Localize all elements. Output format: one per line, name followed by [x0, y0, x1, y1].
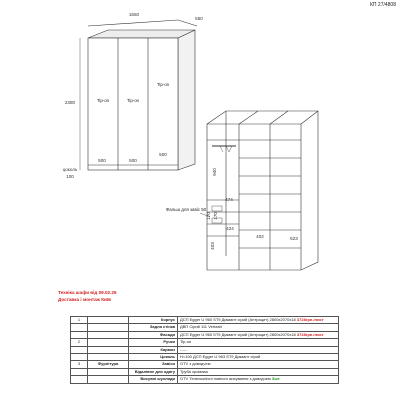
- spec-value: -----: [178, 346, 339, 353]
- spec-number: 2: [71, 339, 88, 346]
- spec-value: ДСП Egger U 960 ST9 Діамант сірий (Антрацит) 2800х2070х18 3728грн./лист: [178, 331, 339, 338]
- spec-number: [71, 368, 88, 375]
- spec-group: [88, 354, 129, 361]
- spec-table: [70, 316, 339, 384]
- spec-group: [88, 376, 129, 383]
- spec-name: Цоколь: [129, 354, 178, 361]
- drawer-height-2: 170: [213, 212, 218, 220]
- door-tip-on-2: Tip-on: [126, 98, 140, 103]
- spec-number: [71, 376, 88, 383]
- spec-group: [88, 368, 129, 375]
- spec-row: [71, 324, 339, 331]
- spec-name: Відалівне для одягу: [129, 368, 178, 375]
- spec-row: [71, 354, 339, 361]
- wardrobe-interior-view: [207, 111, 318, 270]
- bottom-left-dimension: 403: [210, 242, 215, 250]
- bottom-right-dimension: 523: [290, 236, 298, 241]
- spec-value: Tip-on: [178, 339, 339, 346]
- spec-name: Завіси: [129, 361, 178, 368]
- plinth-label: цоколь: [62, 167, 78, 172]
- door-width-1: 500: [98, 158, 106, 163]
- spec-value: Труба хромова: [178, 368, 339, 375]
- shelf-dimension-1: 424: [226, 226, 234, 231]
- spec-row: [71, 339, 339, 346]
- width-dimension: 1550: [128, 12, 140, 17]
- rod-height: 474: [225, 197, 233, 202]
- plinth-value: 100: [66, 174, 74, 179]
- spec-number: 3: [71, 361, 88, 368]
- spec-row: [71, 317, 339, 324]
- spec-name: Кармиз: [129, 346, 178, 353]
- spec-value: GTV Телескопічні повного висування з доводчем Зшт.: [178, 376, 339, 383]
- spec-group: [88, 331, 129, 338]
- spec-row: [71, 368, 339, 375]
- drawer-height-1: 170: [206, 212, 211, 220]
- bottom-mid-dimension: 402: [256, 234, 264, 239]
- spec-name: Висувні шухляди: [129, 376, 178, 383]
- note-line-2: Доставка і монтаж Київ: [58, 297, 111, 302]
- depth-dimension: 550: [195, 16, 203, 21]
- spec-number: [71, 324, 88, 331]
- spec-name: Задня стінка: [129, 324, 178, 331]
- spec-group: [88, 324, 129, 331]
- spec-quantity: Зшт.: [270, 376, 281, 382]
- spec-group: [88, 346, 129, 353]
- height-dimension: 2380: [64, 100, 76, 105]
- wardrobe-front-view: [80, 20, 197, 170]
- facade-note: Фальш для завіс 50: [165, 207, 207, 212]
- spec-name: Фасади: [129, 331, 178, 338]
- spec-group: Фурнітура: [88, 361, 129, 368]
- door-tip-on-1: Tip-on: [96, 98, 110, 103]
- spec-group: [88, 339, 129, 346]
- spec-row: [71, 346, 339, 353]
- spec-value: GTV з доводчем: [178, 361, 339, 368]
- door-width-3: 500: [159, 152, 167, 157]
- spec-price: 3728грн./лист: [295, 317, 324, 322]
- door-width-2: 500: [129, 158, 137, 163]
- drawing-code: КП 27/4808: [370, 2, 396, 8]
- spec-row: [71, 331, 339, 338]
- spec-name: Ручки: [129, 339, 178, 346]
- spec-name: Корпус: [129, 317, 178, 324]
- spec-number: [71, 346, 88, 353]
- note-line-1: Техніка шафи від 09.02.25: [58, 290, 117, 295]
- spec-number: [71, 331, 88, 338]
- spec-price: 3728грн./лист: [295, 331, 324, 337]
- spec-row: [71, 376, 339, 383]
- spec-value: H=100 ДСП Egger U 963 ST9 Діамант сірий: [178, 354, 339, 361]
- spec-group: [88, 317, 129, 324]
- hang-height: 940: [212, 168, 217, 176]
- spec-value: ДВП Сірий 111 Vertzatt: [178, 324, 339, 331]
- spec-row: [71, 361, 339, 368]
- spec-value: ДСП Egger U 960 ST9 Діамант сірий (Антрацит) 2800х2070х18 3728грн./лист: [178, 317, 339, 324]
- door-tip-on-3: Tip-on: [156, 82, 170, 87]
- spec-number: 1: [71, 317, 88, 324]
- spec-number: [71, 354, 88, 361]
